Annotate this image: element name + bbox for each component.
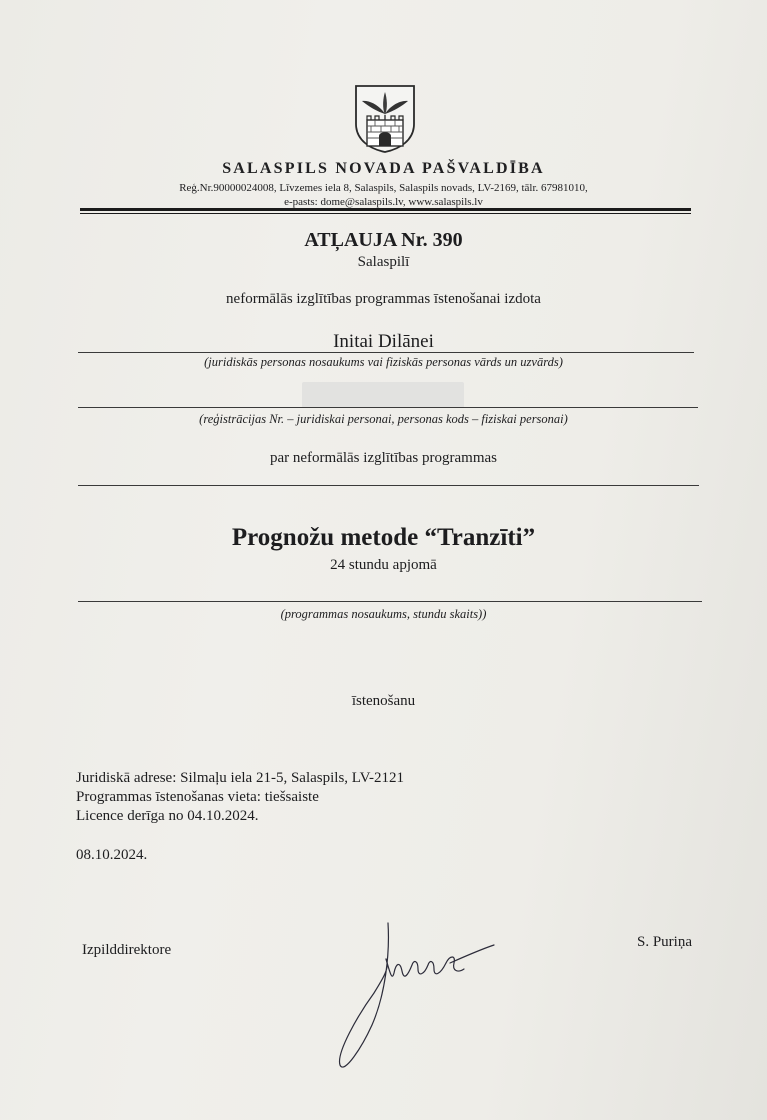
organization-contacts: e-pasts: dome@salaspils.lv, www.salaspils.lv	[284, 196, 483, 208]
implementation-label: īstenošanu	[351, 693, 416, 709]
license-validity: Licence derīga no 04.10.2024.	[76, 808, 259, 824]
recipient-name: Initai Dilānei	[333, 331, 434, 352]
program-caption: (programmas nosaukums, stundu skaits))	[280, 607, 487, 621]
header-rule-thin	[80, 213, 691, 214]
issue-date: 08.10.2024.	[76, 847, 148, 863]
permit-place: Salaspilī	[357, 254, 410, 270]
program-venue: Programmas īstenošanas vieta: tiešsaiste	[76, 789, 319, 805]
registration-caption: (reģistrācijas Nr. – juridiskai personai, personas kods – fiziskai personai)	[199, 412, 568, 426]
handwritten-signature	[330, 915, 500, 1080]
permit-title: ATĻAUJA Nr. 390	[304, 229, 463, 251]
registration-line	[78, 407, 698, 408]
program-intro: par neformālās izglītības programmas	[269, 450, 497, 466]
program-intro-line	[78, 485, 699, 486]
program-hours: 24 stundu apjomā	[330, 557, 437, 573]
permit-purpose: neformālās izglītības programmas īstenošanai izdota	[226, 291, 541, 307]
recipient-name-caption: (juridiskās personas nosaukums vai fiziskās personas vārds un uzvārds)	[204, 355, 563, 369]
program-name: Prognožu metode “Tranzīti”	[231, 524, 536, 551]
header-rule-thick	[80, 208, 691, 211]
redacted-registration-number	[302, 382, 464, 408]
coat-of-arms-icon	[354, 84, 416, 154]
legal-address: Juridiskā adrese: Silmaļu iela 21-5, Salaspils, LV-2121	[76, 770, 405, 786]
signatory-name: S. Puriņa	[637, 934, 693, 950]
recipient-name-line	[78, 352, 694, 353]
program-line	[78, 601, 702, 602]
organization-registration: Reģ.Nr.90000024008, Līvzemes iela 8, Salaspils, Salaspils novads, LV-2169, tālr. 67981010,	[179, 182, 588, 194]
signatory-title: Izpilddirektore	[82, 942, 172, 958]
organization-name: SALASPILS NOVADA PAŠVALDĪBA	[222, 160, 545, 177]
